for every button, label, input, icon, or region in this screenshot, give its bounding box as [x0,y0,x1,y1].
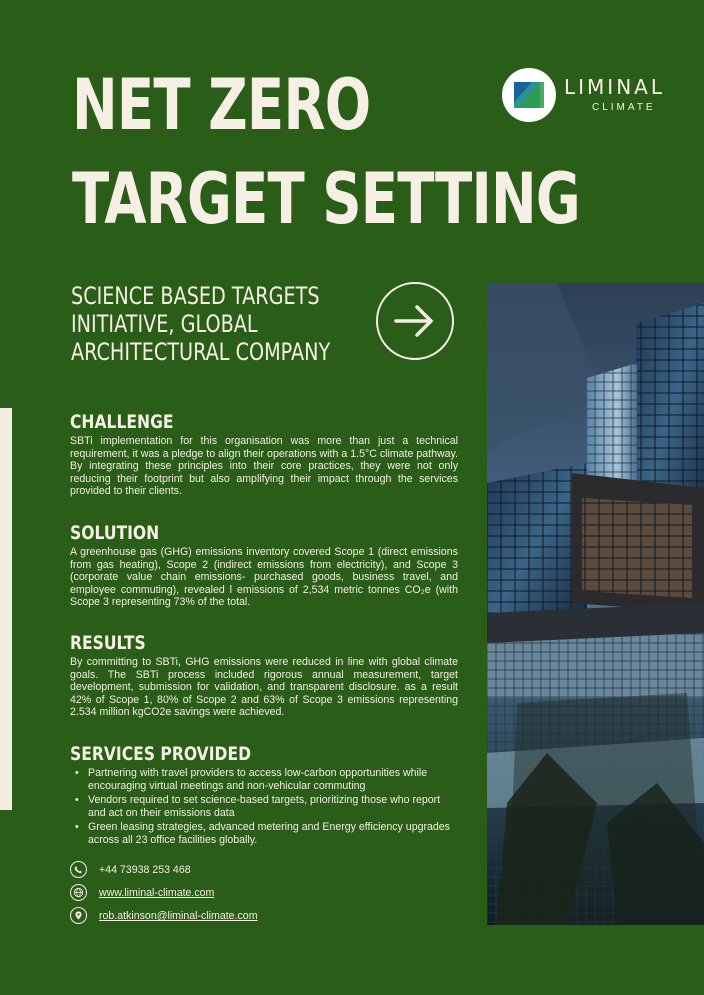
contact-email[interactable] [70,907,370,927]
list-item: • Vendors required to set science-based targets, prioritizing those who report and act on their emissions data [70,794,458,819]
contact-phone[interactable] [70,861,370,881]
page-subtitle [71,282,331,366]
results-heading: RESULTS [70,632,146,654]
results-body: By committing to SBTi, GHG emissions were reduced in line with global climate goals. The SBTi process included rigorous annual measurement, target development, submission for validation, and transparent disclosure. as a result 42% of Scope 1, 80% of Scope 2 and 63% of Scope 3 emissions representing 2.534 million kgCO2e savings were achieved. [70,656,458,719]
contact-website[interactable] [70,884,370,904]
title-line-2: TARGET SETTING [72,158,580,240]
solution-body: A greenhouse gas (GHG) emissions inventory covered Scope 1 (direct emissions from gas heating), Scope 2 (indirect emissions from electricity), and Scope 3 (corporate value chain emissions- purchased goods, business travel, and employee commuting), revealed l emissions of 2,534 metric tonnes CO₂e (with Scope 3 representing 73% of the total. [70,546,458,609]
solution-heading: SOLUTION [70,522,160,544]
subtitle-line-3: ARCHITECTURAL COMPANY [71,338,331,366]
title-line-1: NET ZERO [72,64,371,146]
subtitle-line-2: INITIATIVE, GLOBAL [71,310,258,338]
globe-icon [70,884,87,901]
list-item: • Green leasing strategies, advanced metering and Energy efficiency upgrades across all 23 office facilities globally. [70,821,458,846]
services-heading: SERVICES PROVIDED [70,743,252,765]
logo-name: LIMINAL [564,75,665,99]
challenge-heading: CHALLENGE [70,411,174,433]
services-list [70,767,458,847]
next-arrow-button[interactable] [376,282,454,360]
location-pin-icon [70,907,87,924]
phone-icon [70,861,87,878]
building-photo [487,283,704,925]
email-link[interactable]: rob.atkinson@liminal-climate.com [99,910,258,922]
services-section [70,743,458,849]
logo-mark-icon [512,78,546,112]
arrow-right-icon [393,302,437,340]
list-item: • Partnering with travel providers to access low-carbon opportunities while encouraging virtual meetings and non-vehicular commuting [70,767,458,792]
phone-number: +44 73938 253 468 [99,864,191,876]
subtitle-line-1: SCIENCE BASED TARGETS [71,282,320,310]
challenge-body: SBTi implementation for this organisation was more than just a technical requirement, it was a pledge to align their operations with a 1.5°C climate pathway. By integrating these principles into their core practices, they were not only reducing their footprint but also amplifying their impact through the services provided to their clients. [70,435,458,498]
solution-section [70,522,458,609]
page-title [72,58,580,246]
challenge-section [70,411,458,498]
decorative-side-bar [0,408,12,810]
logo-badge [502,68,556,122]
website-link[interactable]: www.liminal-climate.com [99,887,215,899]
brand-logo[interactable] [502,68,672,122]
logo-tagline: CLIMATE [592,102,656,113]
results-section [70,632,458,719]
